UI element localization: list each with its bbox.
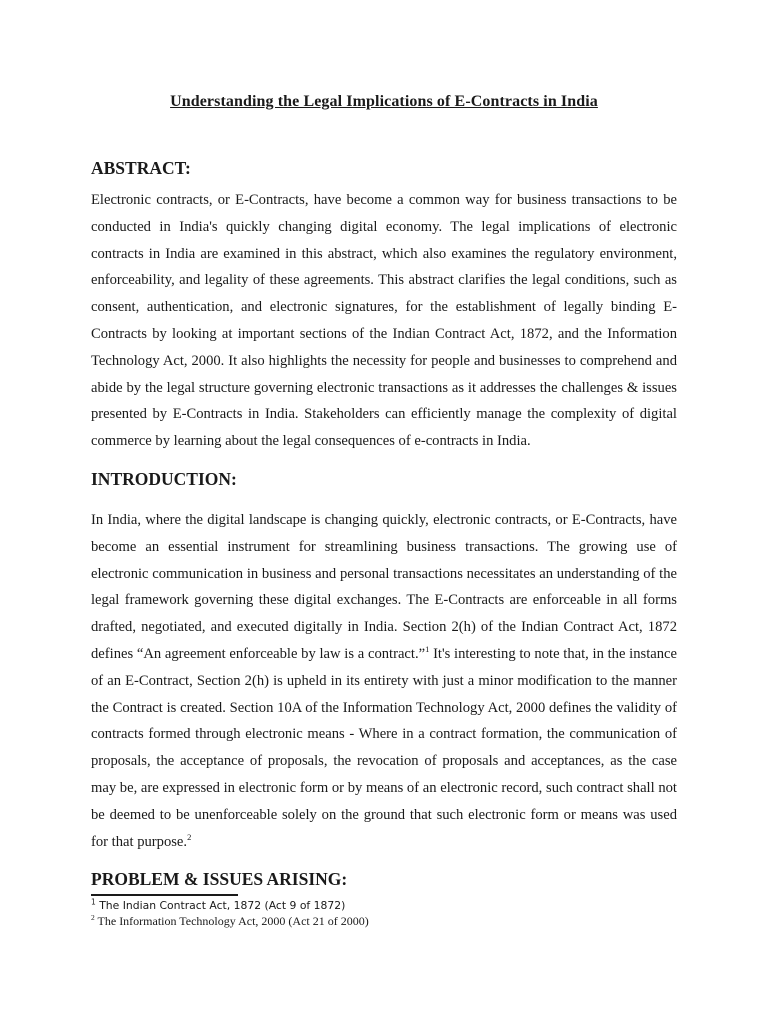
footnote-1-mark: 1 (91, 897, 96, 907)
footnote-1 (91, 898, 345, 913)
introduction-text-part2: It's interesting to note that, in the instance of an E-Contract, Section 2(h) is upheld in its entirety with just a minor modification to the manner the Contract is created. Section 10A of the Information Technology Act, 2000 defines the validity of contracts formed through electronic means - Where in a contract formation, the communication of proposals, the acceptance of proposals, the revocation of proposals and acceptances, as the case may be, are expressed in electronic form or by means of an electronic record, such contract shall not be deemed to be unenforceable solely on the ground that such electronic form or means was used for that purpose. (91, 645, 677, 850)
footnote-2 (91, 914, 369, 929)
introduction-paragraph (91, 507, 677, 855)
footnote-separator (91, 894, 238, 896)
footnote-2-mark: 2 (91, 913, 95, 922)
footnote-1-text: The Indian Contract Act, 1872 (Act 9 of 1872) (95, 899, 346, 912)
footnote-2-text: The Information Technology Act, 2000 (Act 21 of 2000) (94, 914, 369, 928)
introduction-heading: INTRODUCTION: (91, 469, 237, 489)
document-title: Understanding the Legal Implications of E-Contracts in India (170, 93, 598, 110)
introduction-text-part1: In India, where the digital landscape is changing quickly, electronic contracts, or E-Contracts, have become an essential instrument for streamlining business transactions. The growing use of electronic communication in business and personal transactions necessitates an understanding of the legal framework governing these digital exchanges. The E-Contracts are enforceable in all forms drafted, negotiated, and executed digitally in India. Section 2(h) of the Indian Contract Act, 1872 defines “An agreement enforceable by law is a contract.” (91, 512, 677, 662)
footnote-ref-1[interactable]: 1 (425, 644, 430, 655)
problems-heading: PROBLEM & ISSUES ARISING: (91, 869, 348, 889)
abstract-heading: ABSTRACT: (91, 158, 191, 178)
footnote-ref-2[interactable]: 2 (187, 831, 192, 842)
abstract-paragraph: Electronic contracts, or E-Contracts, have become a common way for business transactions to be conducted in India's quickly changing digital economy. The legal implications of electronic contracts in India are examined in this abstract, which also examines the regulatory environment, enforceability, and legality of these agreements. This abstract clarifies the legal conditions, such as consent, authentication, and electronic signatures, for the establishment of legally binding E-Contracts by looking at important sections of the Indian Contract Act, 1872, and the Information Technology Act, 2000. It also highlights the necessity for people and businesses to comprehend and abide by the legal structure governing electronic transactions as it addresses the challenges & issues presented by E-Contracts in India. Stakeholders can efficiently manage the complexity of digital commerce by learning about the legal consequences of e-contracts in India. (91, 192, 677, 450)
